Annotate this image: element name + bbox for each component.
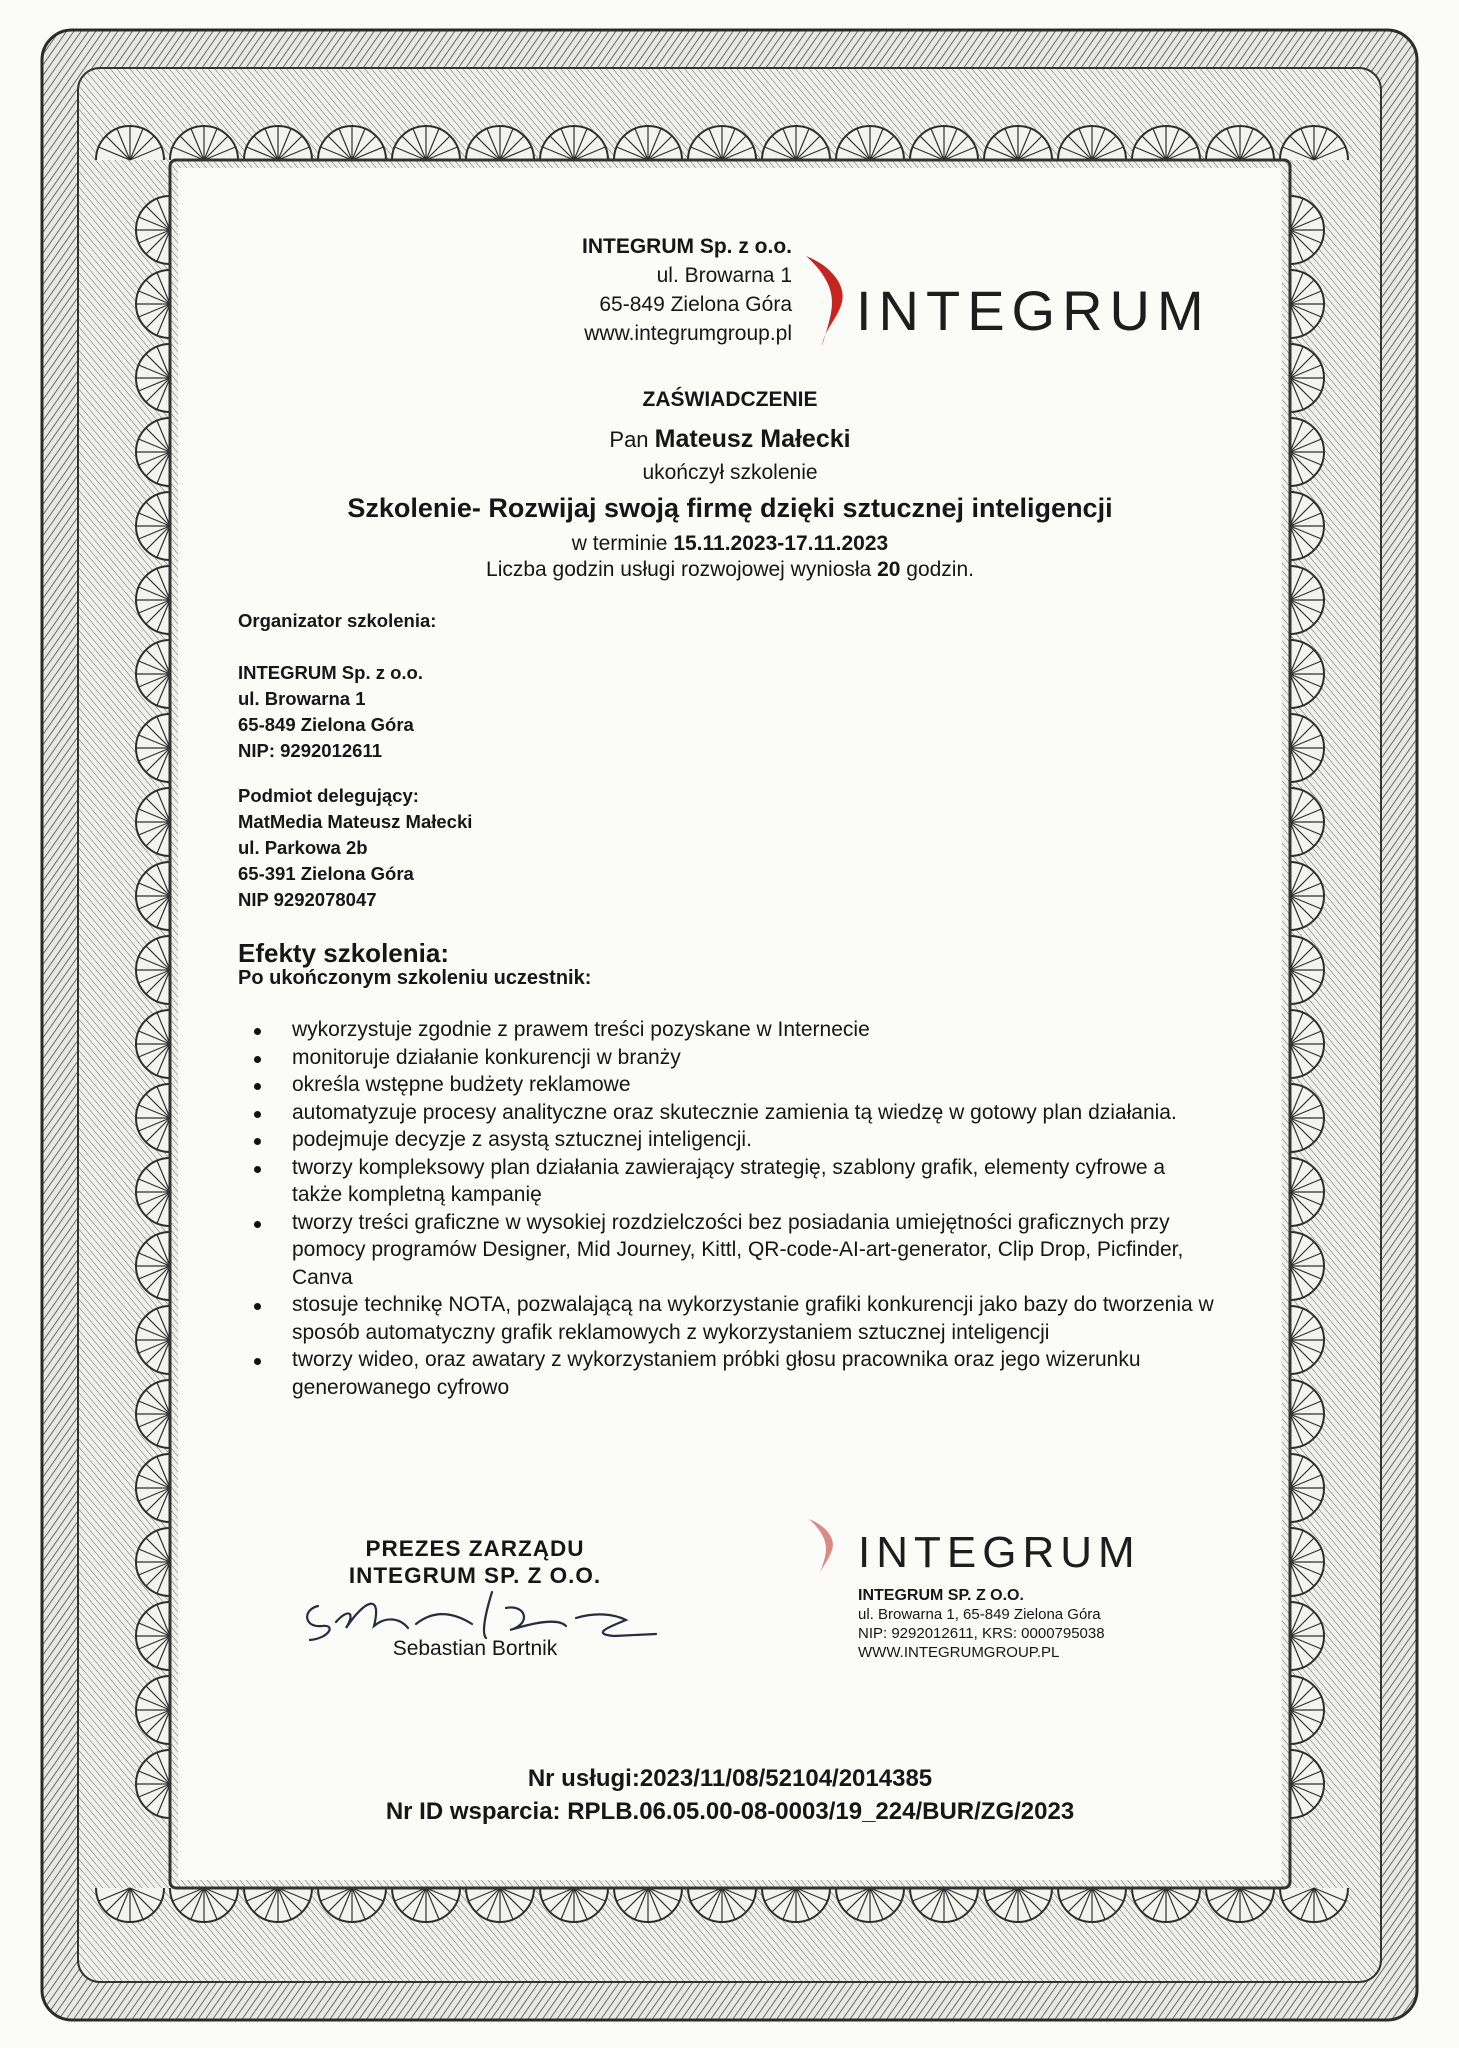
hours-value: 20 (877, 558, 901, 581)
support-id: Nr ID wsparcia: RPLB.06.05.00-08-0003/19_224/BUR/ZG/2023 (385, 1798, 1075, 1825)
list-item: tworzy kompleksowy plan działania zawierający strategię, szablony grafik, elementy cyfrowe a także kompletną kampanię (238, 1154, 1218, 1209)
handwritten-signature (296, 1578, 666, 1648)
signer-name: Sebastian Bortnik (392, 1637, 558, 1660)
organizer-block (238, 660, 423, 764)
completed-text: ukończył szkolenie (642, 461, 818, 484)
delegating-block (238, 783, 472, 913)
delegating-nip: NIP 9292078047 (238, 889, 377, 910)
stamp-ids: NIP: 9292012611, KRS: 0000795038 (858, 1625, 1105, 1642)
organizer-nip: NIP: 9292012611 (238, 740, 383, 761)
delegating-name: MatMedia Mateusz Małecki (238, 811, 473, 832)
stamp-website: WWW.INTEGRUMGROUP.PL (858, 1644, 1060, 1661)
integrum-swoosh-icon (802, 252, 854, 348)
list-item: podejmuje decyzje z asystą sztucznej inteligencji. (238, 1126, 1218, 1154)
delegating-label: Podmiot delegujący: (238, 785, 419, 806)
stamp-company: INTEGRUM SP. Z O.O. (858, 1587, 1024, 1604)
organizer-street: ul. Browarna 1 (238, 688, 366, 709)
list-item: monitoruje działanie konkurencji w branży (238, 1044, 1218, 1072)
list-item: wykorzystuje zgodnie z prawem treści pozyskane w Internecie (238, 1016, 1218, 1044)
list-item: stosuje technikę NOTA, pozwalającą na wykorzystanie grafiki konkurencji jako bazy do tworzenia w sposób automatyczny grafik reklamowych z wykorzystaniem sztucznej inteligencji (238, 1291, 1218, 1346)
effects-subheading: Po ukończonym szkoleniu uczestnik: (238, 967, 592, 989)
course-title: Szkolenie- Rozwijaj swoją firmę dzięki sztucznej inteligencji (347, 493, 1113, 523)
signature-role: PREZES ZARZĄDU (365, 1536, 585, 1561)
recipient-name: Mateusz Małecki (654, 425, 851, 453)
delegating-street: ul. Parkowa 2b (238, 837, 368, 858)
organizer-label: Organizator szkolenia: (238, 610, 437, 631)
term-prefix: w terminie (571, 532, 668, 555)
salutation: Pan (609, 427, 649, 452)
certificate-title: ZAŚWIADCZENIE (642, 388, 818, 411)
hours-suffix: godzin. (906, 558, 974, 581)
organizer-name: INTEGRUM Sp. z o.o. (238, 662, 423, 683)
stamp-logo: INTEGRUM (858, 1528, 1141, 1577)
list-item: automatyzuje procesy analityczne oraz skutecznie zamienia tą wiedzę w gotowy plan działania. (238, 1099, 1218, 1127)
effects-heading: Efekty szkolenia: (238, 938, 449, 968)
delegating-city: 65-391 Zielona Góra (238, 863, 414, 884)
hours-line (178, 558, 1282, 582)
term-line (178, 532, 1282, 556)
header-company: INTEGRUM Sp. z o.o. (582, 235, 792, 258)
header-logo: INTEGRUM (856, 279, 1211, 342)
header-city: 65-849 Zielona Góra (599, 293, 792, 316)
header-website: www.integrumgroup.pl (584, 322, 792, 345)
list-item: tworzy treści graficzne w wysokiej rozdzielczości bez posiadania umiejętności graficznych przy pomocy programów Designer, Mid Journey, Kittl, QR-code-AI-art-generator, Clip Drop, Picfinder, Canva (238, 1209, 1218, 1292)
effects-list (238, 1016, 1218, 1401)
signature-company: INTEGRUM SP. Z O.O. (348, 1563, 602, 1588)
header-address (582, 232, 792, 348)
list-item: określa wstępne budżety reklamowe (238, 1071, 1218, 1099)
recipient-line (178, 425, 1282, 454)
term-dates: 15.11.2023-17.11.2023 (673, 532, 889, 555)
hours-prefix: Liczba godzin usługi rozwojowej wyniosła (486, 558, 872, 581)
stamp-swoosh-icon (806, 1516, 840, 1578)
header-street: ul. Browarna 1 (656, 264, 792, 287)
service-number: Nr usługi:2023/11/08/52104/2014385 (527, 1765, 933, 1792)
company-stamp (858, 1586, 1105, 1662)
organizer-city: 65-849 Zielona Góra (238, 714, 414, 735)
stamp-address: ul. Browarna 1, 65-849 Zielona Góra (858, 1606, 1101, 1623)
list-item: tworzy wideo, oraz awatary z wykorzystaniem próbki głosu pracownika oraz jego wizerunku generowanego cyfrowo (238, 1346, 1218, 1401)
